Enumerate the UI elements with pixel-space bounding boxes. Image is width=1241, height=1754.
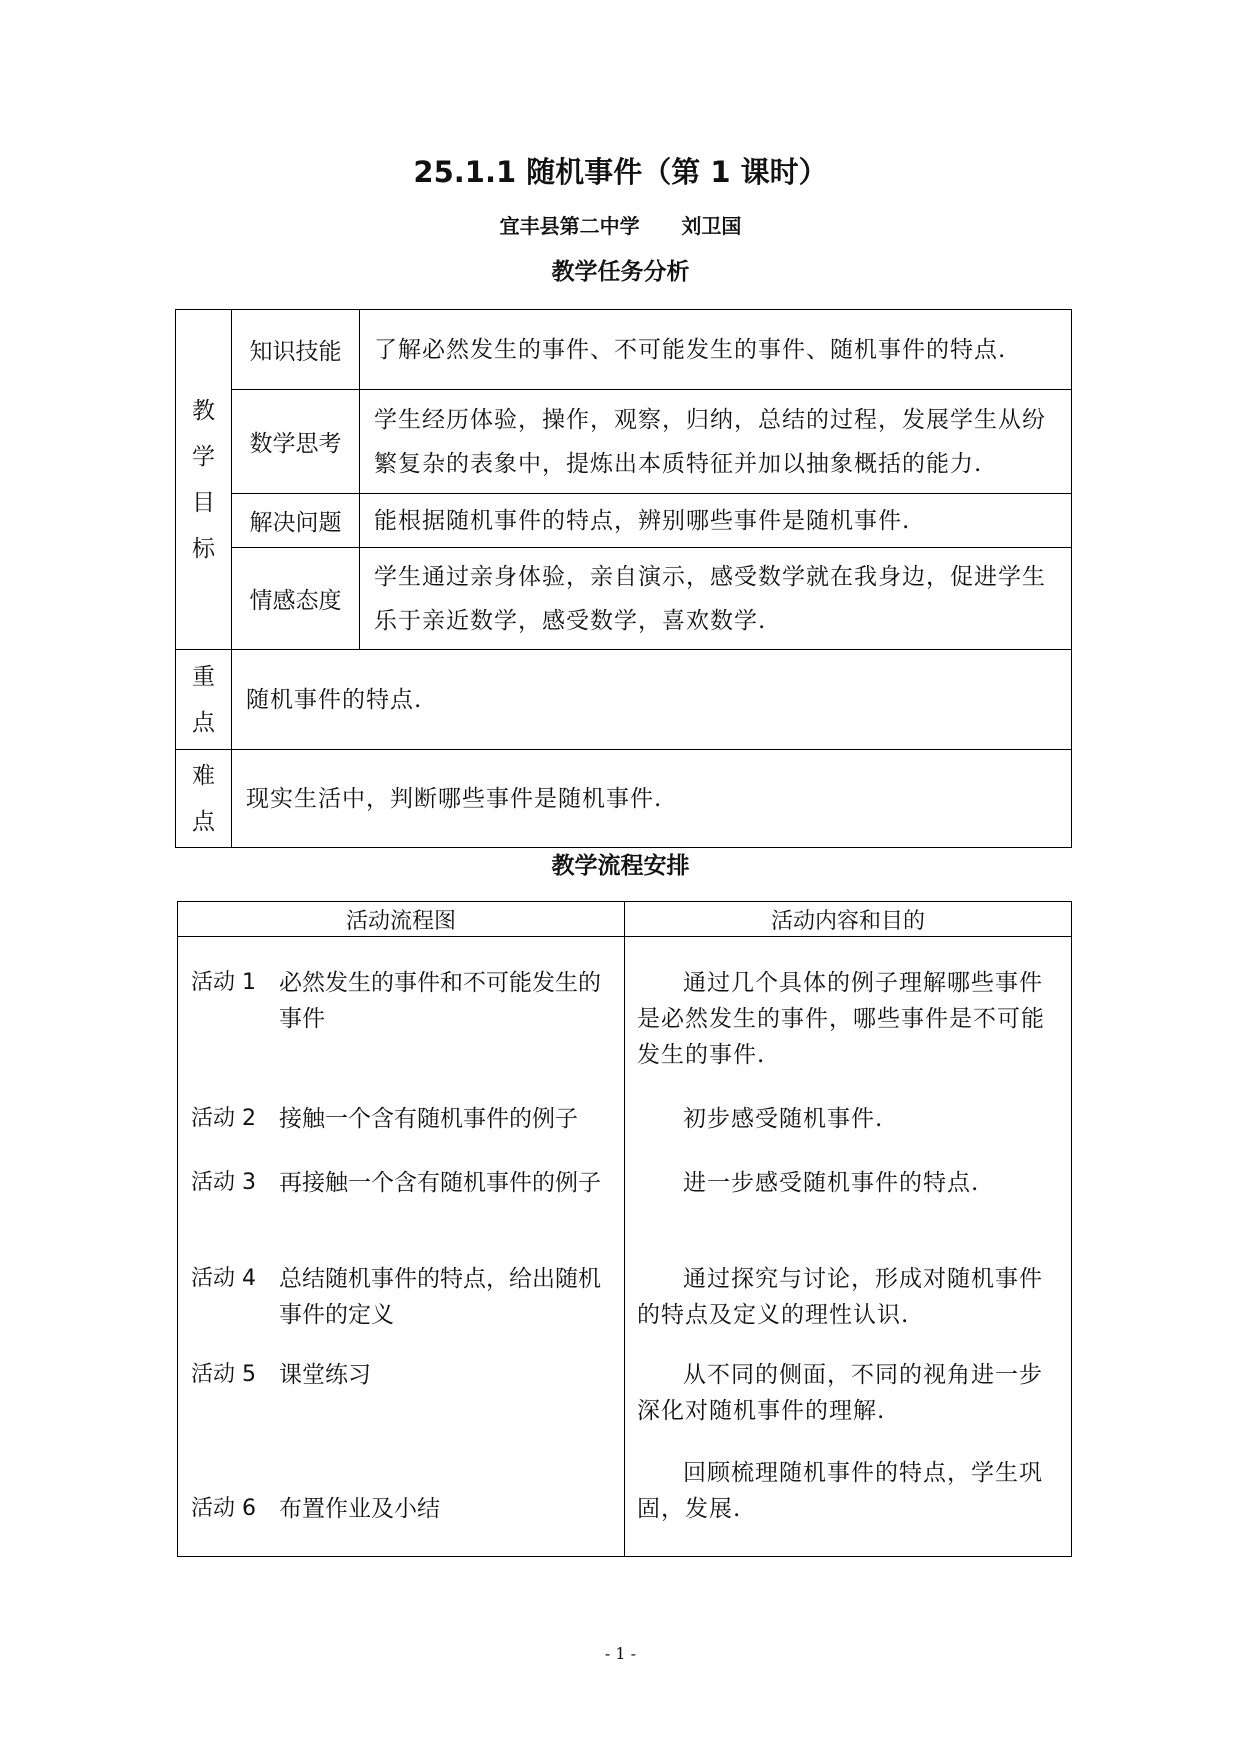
activity-item — [178, 1491, 624, 1527]
flow-header-activity: 活动流程图 — [178, 902, 625, 937]
activity-name: 必然发生的事件和不可能发生的事件 — [279, 970, 601, 1032]
activity-item — [178, 1165, 624, 1261]
activity-item — [178, 965, 624, 1101]
goal-label: 情感态度 — [232, 548, 360, 650]
activity-number: 活动 4 — [191, 1266, 256, 1291]
activity-name: 接触一个含有随机事件的例子 — [279, 1106, 578, 1132]
goal-content: 能根据随机事件的特点，辨别哪些事件是随机事件. — [360, 494, 1072, 548]
key-point-header-char: 点 — [192, 709, 215, 736]
difficulty-header-char: 难 — [192, 762, 215, 789]
activity-purpose: 从不同的侧面，不同的视角进一步深化对随机事件的理解. — [637, 1362, 1043, 1424]
page-number: - 1 - — [604, 1644, 637, 1663]
difficulty-header-char: 点 — [192, 808, 215, 835]
key-point-header-char: 重 — [192, 663, 215, 690]
activity-purpose: 通过几个具体的例子理解哪些事件是必然发生的事件，哪些事件是不可能发生的事件. — [637, 970, 1045, 1068]
table-header-row — [178, 902, 1072, 937]
activity-item — [178, 1101, 624, 1165]
difficulty-header-cell — [176, 750, 232, 848]
goal-label: 知识技能 — [232, 310, 360, 390]
goals-header-cell — [176, 310, 232, 650]
activity-name: 布置作业及小结 — [279, 1496, 440, 1522]
activity-item — [178, 1357, 624, 1491]
key-point-content: 随机事件的特点. — [232, 650, 1072, 750]
activity-name: 课堂练习 — [279, 1362, 371, 1388]
table-row — [176, 310, 1072, 390]
table-row — [178, 937, 1072, 1557]
table-row — [176, 650, 1072, 750]
activity-number: 活动 2 — [191, 1106, 256, 1131]
task-analysis-table — [175, 309, 1072, 848]
section-title-task-analysis: 教学任务分析 — [551, 259, 690, 285]
table-row — [176, 548, 1072, 650]
goals-header-char: 教 — [192, 397, 215, 424]
activity-item — [178, 1261, 624, 1357]
activity-number: 活动 6 — [191, 1496, 256, 1521]
goal-label: 解决问题 — [232, 494, 360, 548]
goals-header-char: 标 — [192, 535, 215, 562]
goals-header-char: 学 — [192, 443, 215, 470]
activity-purpose: 进一步感受随机事件的特点. — [683, 1170, 980, 1196]
goal-content: 学生通过亲身体验，亲自演示，感受数学就在我身边，促进学生乐于亲近数学，感受数学，喜欢数学. — [360, 548, 1072, 650]
goals-header-char: 目 — [192, 489, 215, 516]
author-line: 宜丰县第二中学 刘卫国 — [499, 214, 742, 238]
activity-purpose: 初步感受随机事件. — [683, 1106, 884, 1132]
difficulty-content: 现实生活中，判断哪些事件是随机事件. — [232, 750, 1072, 848]
activity-number: 活动 3 — [191, 1170, 256, 1195]
key-point-header-cell — [176, 650, 232, 750]
goal-label: 数学思考 — [232, 390, 360, 494]
activity-column — [178, 937, 625, 1557]
flow-table — [177, 901, 1072, 1557]
table-row — [176, 390, 1072, 494]
activity-purpose: 通过探究与讨论，形成对随机事件的特点及定义的理性认识. — [637, 1266, 1043, 1328]
table-row — [176, 750, 1072, 848]
activity-number: 活动 1 — [191, 970, 256, 995]
section-title-flow: 教学流程安排 — [551, 853, 690, 879]
table-row — [176, 494, 1072, 548]
activity-name: 总结随机事件的特点，给出随机事件的定义 — [279, 1266, 601, 1328]
purpose-column — [625, 937, 1072, 1557]
activity-number: 活动 5 — [191, 1362, 256, 1387]
goal-content: 学生经历体验，操作，观察，归纳，总结的过程，发展学生从纷繁复杂的表象中，提炼出本质特征并加以抽象概括的能力. — [360, 390, 1072, 494]
activity-name: 再接触一个含有随机事件的例子 — [279, 1170, 601, 1196]
document-title: 25.1.1 随机事件（第 1 课时） — [413, 155, 828, 189]
activity-purpose: 回顾梳理随机事件的特点，学生巩固，发展. — [637, 1460, 1043, 1522]
goal-content: 了解必然发生的事件、不可能发生的事件、随机事件的特点. — [360, 310, 1072, 390]
flow-header-purpose: 活动内容和目的 — [625, 902, 1072, 937]
